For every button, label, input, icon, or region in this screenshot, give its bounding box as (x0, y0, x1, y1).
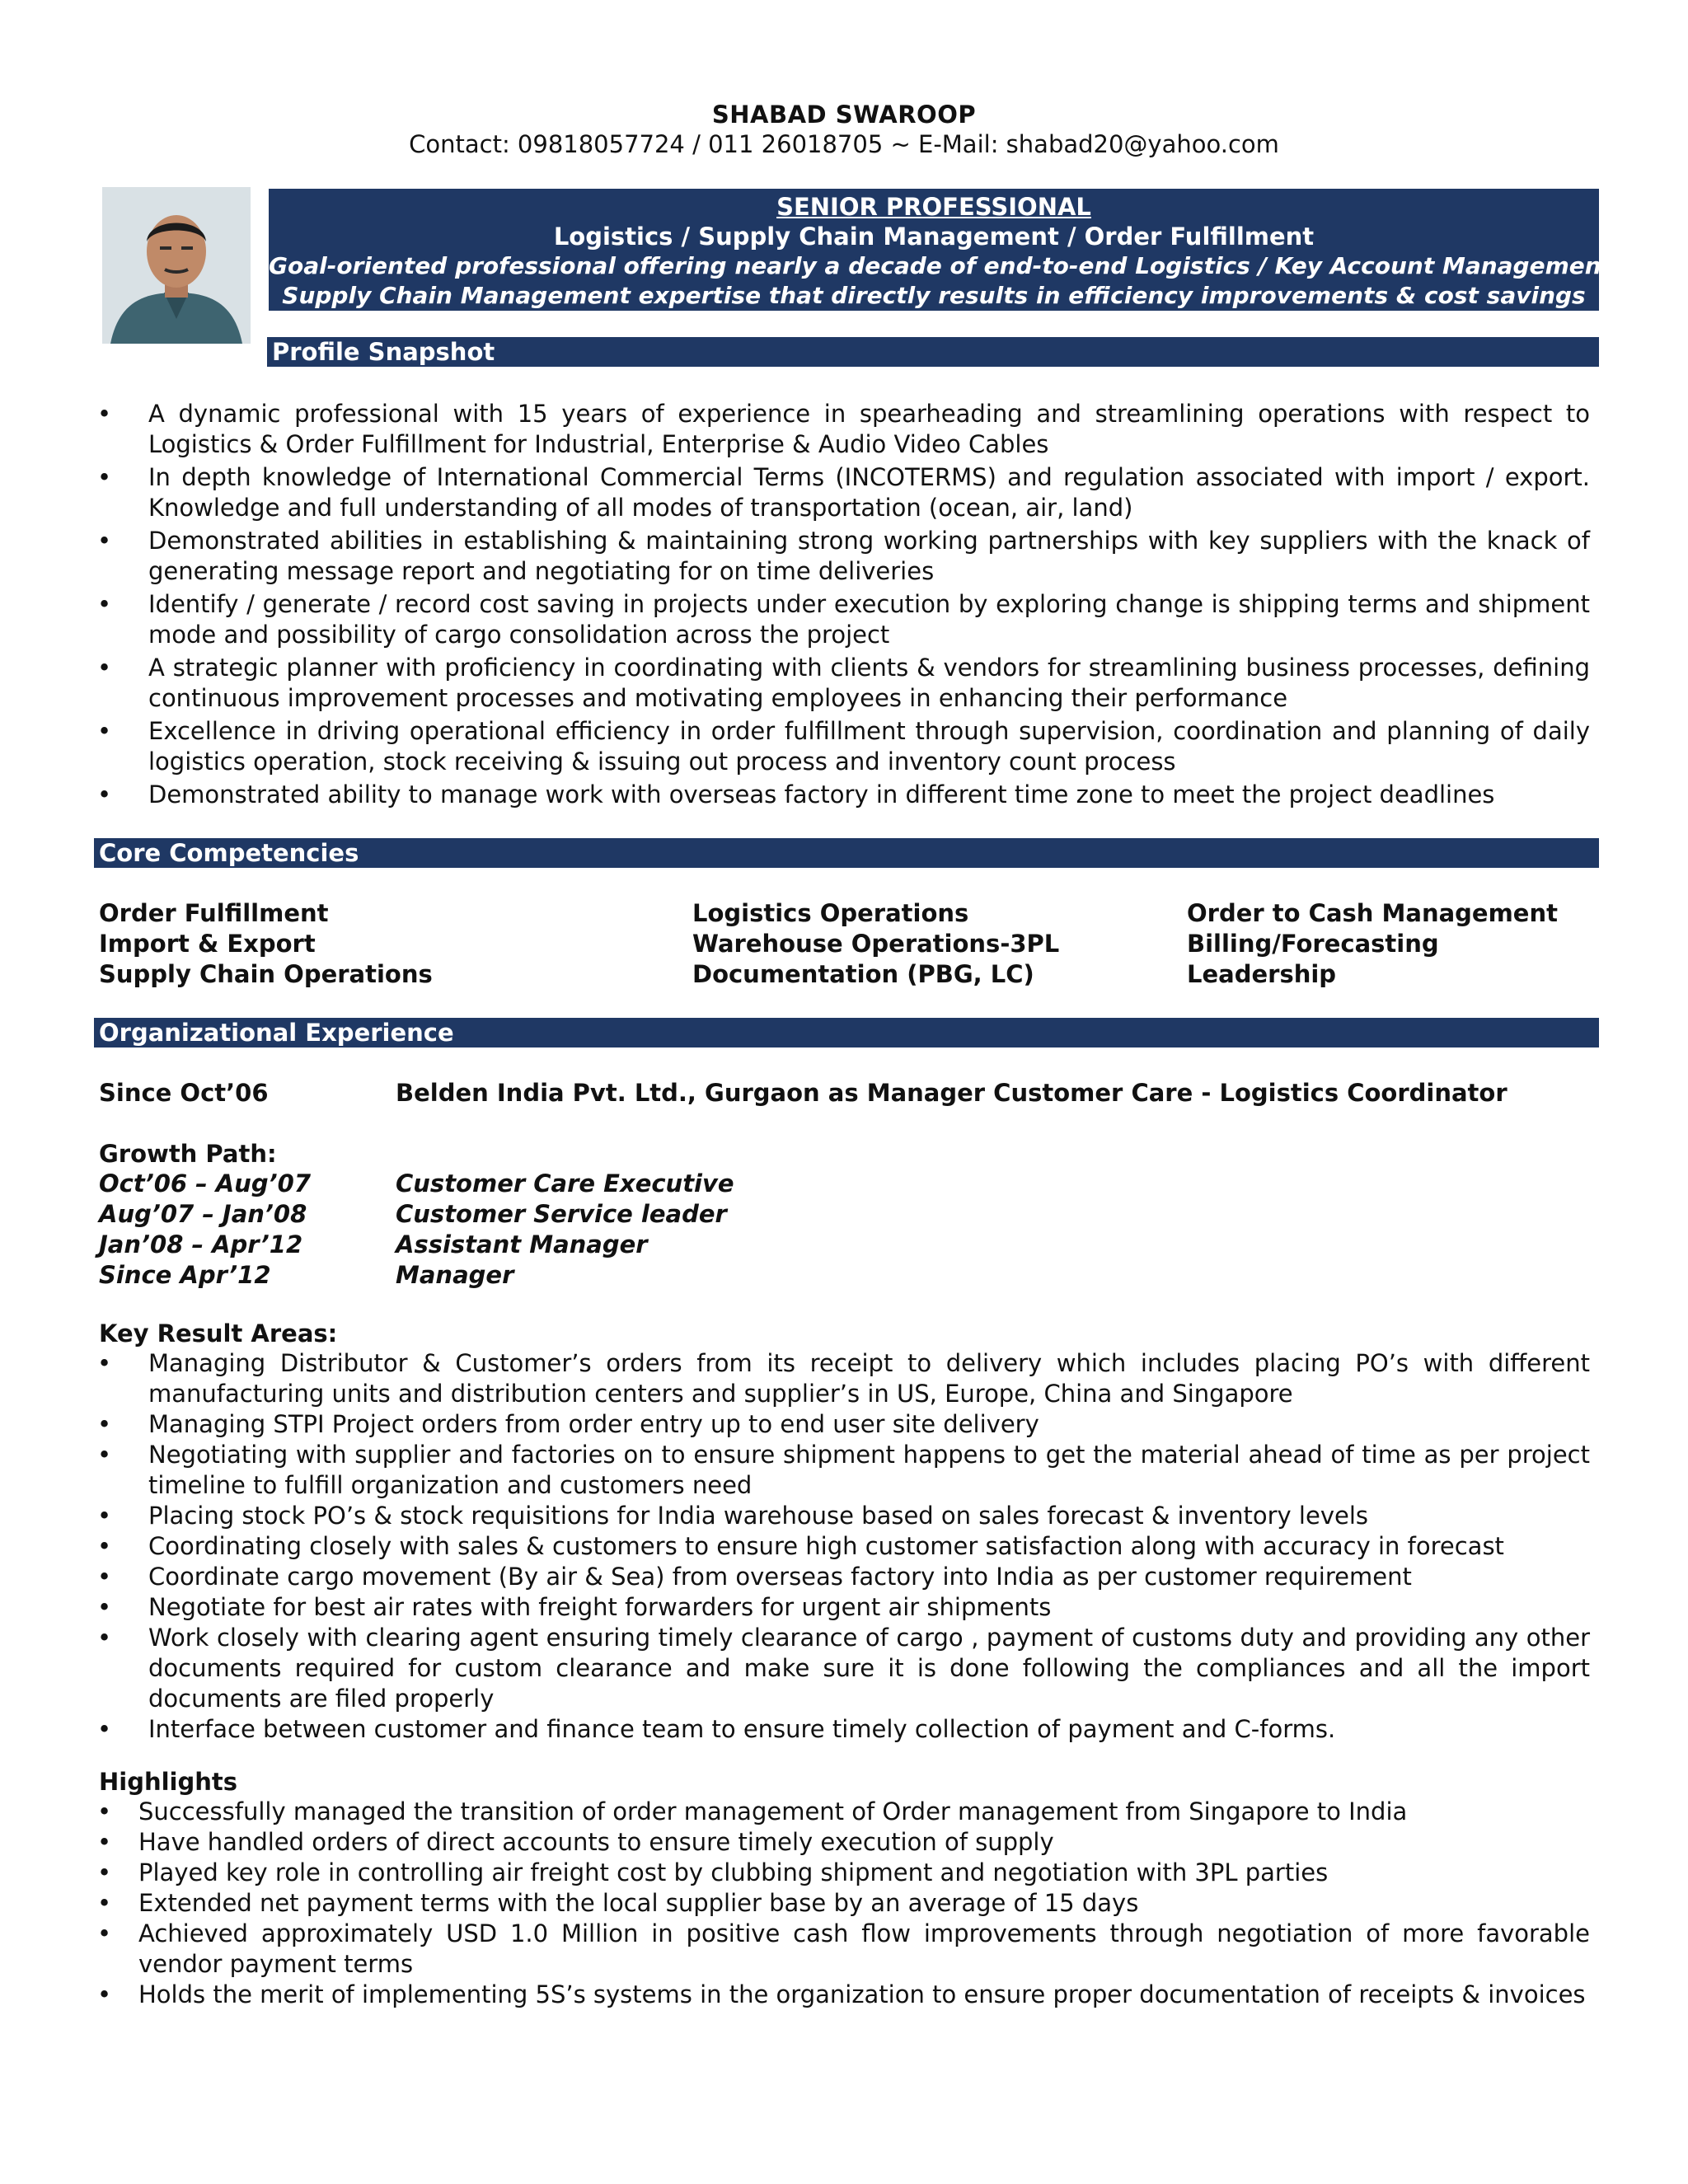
employer-and-role: Belden India Pvt. Ltd., Gurgaon as Manager Customer Care - Logistics Coordinator (396, 1079, 1507, 1107)
list-item: • Demonstrated ability to manage work with overseas factory in different time zone to meet the project deadlines (94, 780, 1590, 810)
competency-item: Logistics Operations (692, 899, 969, 927)
growth-period: Aug’07 – Jan’08 (99, 1200, 307, 1228)
competency-item: Billing/Forecasting (1187, 930, 1439, 958)
growth-role: Assistant Manager (396, 1230, 648, 1258)
list-item: • Successfully managed the transition of order management of Order management from Singapore to India (94, 1797, 1590, 1827)
highlights-list (94, 1797, 1590, 2010)
list-item: • Negotiating with supplier and factories on to ensure shipment happens to get the material ahead of time as per project timeline to fulfill organization and customers need (94, 1440, 1590, 1501)
list-item: • Placing stock PO’s & stock requisitions for India warehouse based on sales forecast & inventory levels (94, 1501, 1590, 1531)
competency-item: Leadership (1187, 960, 1337, 988)
professional-title-banner (269, 189, 1629, 311)
growth-period: Since Apr’12 (99, 1261, 271, 1289)
competency-item: Warehouse Operations-3PL (692, 930, 1060, 958)
growth-role: Manager (396, 1261, 514, 1289)
list-item: • Coordinating closely with sales & customers to ensure high customer satisfaction along with accuracy in forecast (94, 1531, 1590, 1562)
growth-period: Oct’06 – Aug’07 (99, 1169, 311, 1197)
competency-column-3 (1187, 898, 1558, 990)
list-item: • Identify / generate / record cost saving in projects under execution by exploring change is shipping terms and shipment mode and possibility of cargo consolidation across the project (94, 589, 1590, 650)
growth-role: Customer Service leader (396, 1200, 727, 1228)
title-level: SENIOR PROFESSIONAL (776, 193, 1091, 221)
profile-snapshot-heading: Profile Snapshot (267, 337, 1599, 367)
list-item: • Managing Distributor & Customer’s orders from its receipt to delivery which includes placing PO’s with different manufacturing units and distribution centers and supplier’s in US, Europe, China and Singapore (94, 1348, 1590, 1409)
organizational-experience-heading: Organizational Experience (94, 1018, 1599, 1047)
competency-item: Order Fulfillment (99, 899, 329, 927)
list-item: • Holds the merit of implementing 5S’s systems in the organization to ensure proper documentation of receipts & invoices (94, 1980, 1590, 2010)
list-item: • A dynamic professional with 15 years of experience in spearheading and streamlining operations with respect to Logistics & Order Fulfillment for Industrial, Enterprise & Audio Video Cables (94, 399, 1590, 460)
list-item: • Work closely with clearing agent ensuring timely clearance of cargo , payment of customs duty and providing any other documents required for custom clearance and make sure it is done following the compliances and all the import documents are filed properly (94, 1623, 1590, 1714)
person-photo-icon (102, 187, 251, 344)
employment-since: Since Oct’06 (99, 1079, 269, 1107)
title-summary-line-2: Supply Chain Management expertise that directly results in efficiency improvements & cost savings (282, 282, 1586, 309)
competency-item: Order to Cash Management (1187, 899, 1558, 927)
list-item: • Negotiate for best air rates with freight forwarders for urgent air shipments (94, 1592, 1590, 1623)
growth-period: Jan’08 – Apr’12 (99, 1230, 303, 1258)
title-summary-line-1: Goal-oriented professional offering nearly a decade of end-to-end Logistics / Key Account Management / (269, 252, 1629, 279)
list-item: • Excellence in driving operational efficiency in order fulfillment through supervision, coordination and planning of daily logistics operation, stock receiving & issuing out process and inventory count process (94, 716, 1590, 777)
list-item: • Demonstrated abilities in establishing & maintaining strong working partnerships with key suppliers with the knack of generating message report and negotiating for on time deliveries (94, 526, 1590, 587)
highlights-heading: Highlights (99, 1768, 238, 1796)
title-domain: Logistics / Supply Chain Management / Order Fulfillment (553, 223, 1315, 251)
key-result-areas-list (94, 1348, 1590, 1745)
list-item: • Have handled orders of direct accounts to ensure timely execution of supply (94, 1827, 1590, 1858)
list-item: • A strategic planner with proficiency in coordinating with clients & vendors for streamlining business processes, defining continuous improvement processes and motivating employees in enhancing their performance (94, 653, 1590, 714)
list-item: • In depth knowledge of International Commercial Terms (INCOTERMS) and regulation associated with import / export. Knowledge and full understanding of all modes of transportation (ocean, air, land) (94, 462, 1590, 523)
growth-path-heading: Growth Path: (99, 1140, 277, 1168)
list-item: • Played key role in controlling air freight cost by clubbing shipment and negotiation with 3PL parties (94, 1858, 1590, 1888)
list-item: • Coordinate cargo movement (By air & Sea) from overseas factory into India as per customer requirement (94, 1562, 1590, 1592)
competency-item: Supply Chain Operations (99, 960, 433, 988)
list-item: • Achieved approximately USD 1.0 Million in positive cash flow improvements through negotiation of more favorable vendor payment terms (94, 1919, 1590, 1980)
competency-item: Documentation (PBG, LC) (692, 960, 1034, 988)
core-competencies-heading: Core Competencies (94, 838, 1599, 868)
list-item: • Extended net payment terms with the local supplier base by an average of 15 days (94, 1888, 1590, 1919)
growth-role: Customer Care Executive (396, 1169, 734, 1197)
competency-column-1 (99, 898, 433, 990)
profile-snapshot-list (94, 399, 1590, 813)
contact-line: Contact: 09818057724 / 011 26018705 ~ E-Mail: shabad20@yahoo.com (409, 130, 1279, 158)
competency-item: Import & Export (99, 930, 316, 958)
profile-photo (102, 187, 251, 344)
competency-column-2 (692, 898, 1059, 990)
key-result-areas-heading: Key Result Areas: (99, 1319, 338, 1347)
list-item: • Managing STPI Project orders from order entry up to end user site delivery (94, 1409, 1590, 1440)
list-item: • Interface between customer and finance team to ensure timely collection of payment and C-forms. (94, 1714, 1590, 1745)
candidate-name: SHABAD SWAROOP (711, 101, 977, 129)
